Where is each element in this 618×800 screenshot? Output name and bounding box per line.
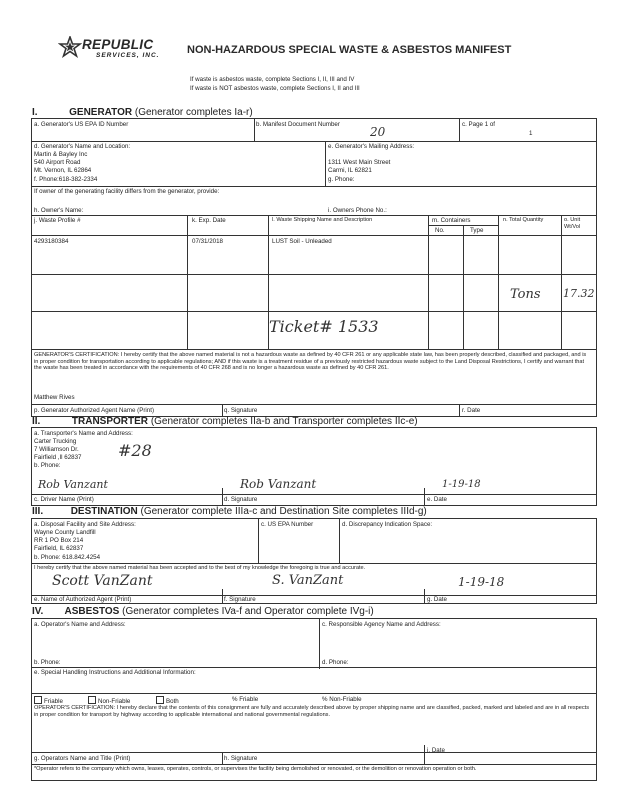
special-handling-label: e. Special Handling Instructions and Additional Information: — [34, 669, 196, 676]
exp-date-value: 07/31/2018 — [192, 238, 223, 245]
agency-phone-label: d. Phone: — [322, 659, 349, 666]
generator-epa-label: a. Generator's US EPA ID Number — [34, 121, 129, 128]
destination-epa-label: c. US EPA Number — [261, 521, 314, 528]
section-destination-heading — [32, 506, 427, 517]
col-waste-profile: j. Waste Profile # — [34, 217, 81, 224]
operator-signature-label: h. Signature — [224, 755, 258, 762]
section-title: ASBESTOS — [64, 606, 120, 617]
waste-description-value: LUST Soil - Unleaded — [272, 238, 332, 245]
friable-checkbox[interactable] — [34, 696, 42, 704]
col-total-quantity: n. Total Quantity — [503, 217, 544, 223]
driver-name-label: c. Driver Name (Print) — [34, 496, 94, 503]
nonfriable-option[interactable] — [88, 696, 130, 705]
driver-signature-handwritten[interactable]: Rob Vanzant — [240, 477, 317, 491]
quantity-handwritten[interactable]: 17.32 — [563, 287, 595, 300]
logo-name: REPUBLIC — [82, 37, 154, 52]
section-subtitle: (Generator completes Ia-r) — [134, 107, 253, 118]
section-number: I. — [32, 107, 38, 118]
section-title: DESTINATION — [70, 506, 138, 517]
col-containers-type: Type — [470, 227, 484, 234]
destination-section — [31, 518, 597, 604]
destination-agent-handwritten[interactable]: Scott VanZant — [52, 573, 153, 589]
generator-signature-label: q. Signature — [224, 407, 258, 414]
transporter-line-2: 7 Williamson Dr. — [34, 446, 79, 453]
operator-footnote: *Operator refers to the company which owns, leases, operates, controls, or supervises the facility being demolished or renovated, or the demolition or renovation operation or both. — [34, 766, 477, 772]
instruction-line-2: If waste is NOT asbestos waste, complete Sections I, II and III — [190, 85, 360, 92]
generator-agent-name-value: Matthew Rives — [34, 394, 75, 401]
page-of-label: c. Page 1 of — [462, 121, 496, 128]
destination-date-handwritten[interactable]: 1-19-18 — [458, 575, 505, 589]
generator-phone: f. Phone:618-382-2334 — [34, 176, 98, 183]
transporter-line-3: Fairfield ,Il 62837 — [34, 454, 82, 461]
transporter-line-1: Carter Trucking — [34, 438, 77, 445]
section-transporter-heading — [32, 416, 418, 427]
owner-note: If owner of the generating facility differs from the generator, provide: — [34, 188, 220, 195]
destination-signature-label: f. Signature — [224, 596, 256, 603]
owner-phone-label: i. Owners Phone No.: — [328, 207, 387, 214]
destination-agent-label: e. Name of Authorized Agent (Print) — [34, 596, 132, 603]
generator-section — [31, 118, 597, 417]
page-total-value: 1 — [529, 130, 533, 137]
section-subtitle: (Generator complete IIIa-c and Destination Site completes IIId-g) — [140, 506, 427, 517]
operator-date-label: i. Date — [427, 747, 445, 754]
transport-date-label: e. Date — [427, 496, 447, 503]
facility-label: a. Disposal Facility and Site Address: — [34, 521, 136, 528]
both-checkbox[interactable] — [156, 696, 164, 704]
facility-line-3: Fairfield, IL 62837 — [34, 545, 84, 552]
col-containers-no: No. — [435, 227, 445, 234]
nonfriable-label: Non-Friable — [98, 698, 131, 705]
manifest-number-value[interactable]: 20 — [370, 125, 386, 139]
driver-signature-label: d. Signature — [224, 496, 258, 503]
truck-number-handwritten[interactable]: #28 — [118, 441, 152, 460]
pct-friable-label: % Friable — [232, 696, 259, 703]
section-number: II. — [32, 416, 41, 427]
section-number: IV. — [32, 606, 44, 617]
section-asbestos-heading — [32, 606, 374, 617]
waste-profile-value: 4293180384 — [34, 238, 69, 245]
asbestos-section — [31, 618, 597, 781]
destination-signature-handwritten[interactable]: S. VanZant — [272, 573, 344, 588]
both-label: Both — [166, 698, 179, 705]
generator-agent-label: p. Generator Authorized Agent Name (Print) — [34, 407, 155, 414]
col-containers: m. Containers — [432, 217, 471, 224]
generator-name-label: d. Generator's Name and Location: — [34, 143, 131, 150]
destination-certification: I hereby certify that the above named material has been accepted and to the best of my knowledge the foregoing is true and accurate. — [34, 565, 366, 571]
mailing-address-line-2: Carmi, IL 62821 — [328, 167, 372, 174]
section-generator-heading — [32, 107, 253, 118]
facility-line-1: Wayne County Landfill — [34, 529, 96, 536]
transport-date-handwritten[interactable]: 1-19-18 — [442, 479, 481, 490]
col-exp-date: k. Exp. Date — [192, 217, 226, 224]
section-number: III. — [32, 506, 44, 517]
section-title: GENERATOR — [69, 107, 133, 118]
generator-certification: GENERATOR'S CERTIFICATION: I hereby certify that the above named material is not a hazardous waste as defined by 40 CFR 261 or any applicable state law, has been properly described, classified and packaged, and is in proper condition for transportation according to applicable regulations; AND if this waste is a treatment residue of a previously restricted hazardous waste subject to the Land Disposal Restrictions, I certify and warrant that the waste has been treated in accordance with the requirements of 40 CFR 268 and is no longer a hazardous waste as defined by 40 CFR 261. — [34, 352, 587, 372]
operator-label: a. Operator's Name and Address: — [34, 621, 126, 628]
generator-name-line-2: 540 Airport Road — [34, 159, 81, 166]
section-subtitle: (Generator completes IVa-f and Operator complete IVg-i) — [122, 606, 374, 617]
operator-certification: OPERATOR'S CERTIFICATION: I hereby declare that the contents of this consignment are fully and accurately described above by proper shipping name and are classified, packed, marked and labeled and are in all respects in proper condition for transport by highway according to applicable international and national governmental regulations. — [34, 705, 590, 718]
col-waste-description: l. Waste Shipping Name and Description — [272, 217, 373, 223]
mailing-address-label: e. Generator's Mailing Address: — [328, 143, 415, 150]
agency-label: c. Responsible Agency Name and Address: — [322, 621, 441, 628]
section-title: TRANSPORTER — [71, 416, 149, 427]
transporter-section — [31, 427, 597, 506]
mailing-address-line-1: 1311 West Main Street — [328, 159, 391, 166]
facility-phone: b. Phone: 618.842.4254 — [34, 554, 101, 561]
nonfriable-checkbox[interactable] — [88, 696, 96, 704]
company-logo — [58, 36, 170, 66]
discrepancy-label: d. Discrepancy Indication Space: — [342, 521, 433, 528]
operator-name-label: g. Operators Name and Title (Print) — [34, 755, 131, 762]
friable-option[interactable] — [34, 696, 63, 705]
page-title: NON-HAZARDOUS SPECIAL WASTE & ASBESTOS MANIFEST — [187, 44, 512, 56]
generator-date-label: r. Date — [462, 407, 481, 414]
destination-date-label: g. Date — [427, 596, 447, 603]
star-logo-icon — [58, 36, 82, 58]
driver-name-handwritten[interactable]: Rob Vanzant — [38, 478, 108, 491]
generator-name-line-3: Mt. Vernon, IL 62864 — [34, 167, 92, 174]
facility-line-2: RR 1 PO Box 214 — [34, 537, 84, 544]
transporter-name-label: a. Transporter's Name and Address: — [34, 430, 133, 437]
logo-subtitle: SERVICES, INC. — [96, 52, 160, 59]
section-subtitle: (Generator completes IIa-b and Transporter completes IIc-e) — [150, 416, 418, 427]
owner-name-label: h. Owner's Name: — [34, 207, 84, 214]
friable-label: Friable — [44, 698, 63, 705]
transporter-phone-label: b. Phone: — [34, 462, 61, 469]
pct-nonfriable-label: % Non-Friable — [322, 696, 362, 703]
operator-phone-label: b. Phone: — [34, 659, 61, 666]
ticket-handwritten[interactable]: Ticket# 1533 — [269, 317, 379, 336]
both-option[interactable] — [156, 696, 179, 705]
unit-handwritten[interactable]: Tons — [510, 287, 541, 302]
mailing-phone-label: g. Phone: — [328, 176, 355, 183]
instruction-line-1: If waste is asbestos waste, complete Sections I, II, III and IV — [190, 76, 355, 83]
generator-name-line-1: Martin & Bayley Inc — [34, 151, 88, 158]
col-unit: o. Unit Wt/Vol — [564, 217, 581, 230]
manifest-number-label: b. Manifest Document Number — [256, 121, 340, 128]
